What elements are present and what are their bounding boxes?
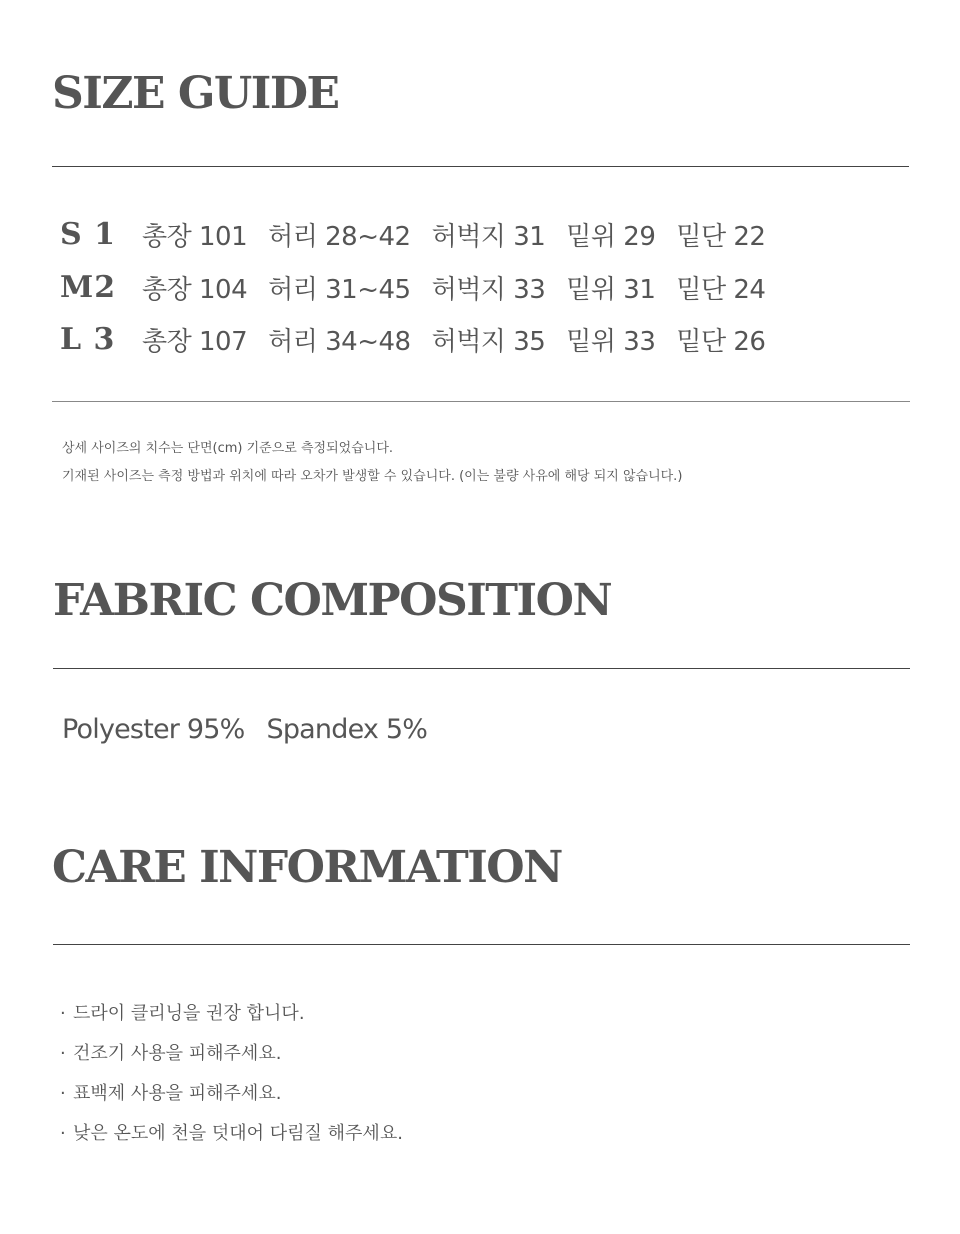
bullet-icon: · (60, 1083, 66, 1104)
size-row-s1 (60, 214, 786, 254)
fabric-composition-title: FABRIC COMPOSITION (53, 575, 612, 626)
bullet-icon: · (60, 1123, 66, 1144)
measure-rise: 밑위 33 (566, 326, 656, 357)
fabric-divider (53, 668, 910, 669)
bullet-icon: · (60, 1003, 66, 1024)
care-item-text: 건조기 사용을 피해주세요. (73, 1043, 282, 1064)
size-guide-title: SIZE GUIDE (52, 68, 339, 119)
care-item-no-dryer (60, 1040, 403, 1080)
fabric-polyester: Polyester 95% (62, 714, 245, 745)
size-row-m2 (60, 267, 786, 307)
measure-waist: 허리 31~45 (268, 274, 411, 305)
bullet-icon: · (60, 1043, 66, 1064)
measure-thigh: 허벅지 33 (431, 274, 546, 305)
size-guide-divider (52, 166, 909, 167)
measure-rise: 밑위 31 (566, 274, 656, 305)
size-note-measurement: 상세 사이즈의 치수는 단면(cm) 기준으로 측정되었습니다. (62, 441, 394, 456)
measure-waist: 허리 28~42 (268, 221, 411, 252)
measure-total-length: 총장 104 (142, 274, 248, 305)
measure-rise: 밑위 29 (566, 221, 656, 252)
care-item-text: 표백제 사용을 피해주세요. (73, 1083, 282, 1104)
measure-total-length: 총장 107 (142, 326, 248, 357)
care-item-text: 낮은 온도에 천을 덧대어 다림질 해주세요. (73, 1123, 403, 1144)
size-notes-divider (52, 401, 910, 402)
measure-thigh: 허벅지 35 (431, 326, 546, 357)
size-label: L 3 (60, 321, 116, 357)
fabric-spandex: Spandex 5% (266, 714, 428, 745)
care-divider (53, 944, 910, 945)
measure-hem: 밑단 24 (676, 274, 766, 305)
measure-waist: 허리 34~48 (268, 326, 411, 357)
care-information-title: CARE INFORMATION (52, 842, 562, 893)
measure-hem: 밑단 22 (676, 221, 766, 252)
fabric-composition-list (62, 714, 427, 745)
care-item-no-bleach (60, 1080, 403, 1120)
size-note-tolerance: 기재된 사이즈는 측정 방법과 위치에 따라 오차가 발생할 수 있습니다. (이는 불량 사유에 해당 되지 않습니다.) (62, 469, 683, 484)
measure-thigh: 허벅지 31 (431, 221, 546, 252)
care-item-text: 드라이 클리닝을 권장 합니다. (73, 1003, 305, 1024)
size-label: S 1 (60, 216, 116, 252)
care-item-low-iron (60, 1120, 403, 1160)
measure-total-length: 총장 101 (142, 221, 248, 252)
care-instructions-list (60, 1000, 403, 1160)
care-item-dry-clean (60, 1000, 403, 1040)
measure-hem: 밑단 26 (676, 326, 766, 357)
size-label: M2 (60, 269, 117, 305)
size-row-l3 (60, 319, 786, 359)
